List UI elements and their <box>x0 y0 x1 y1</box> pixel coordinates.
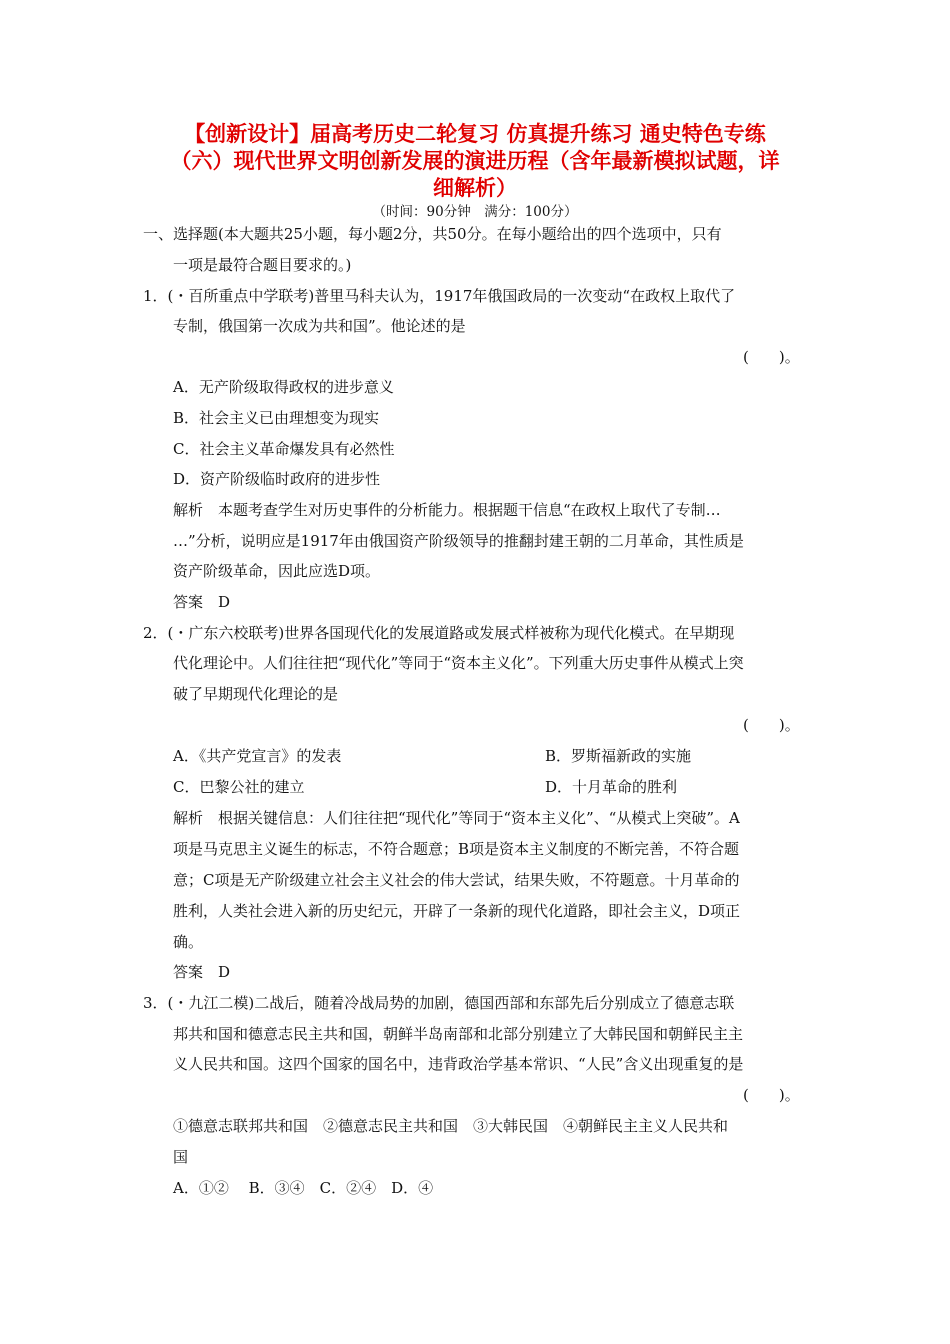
title-line: 细解析） <box>433 175 517 200</box>
q2-analysis: 胜利，人类社会进入新的历史纪元，开辟了一条新的现代化道路，即社会主义，D项正 <box>173 902 741 920</box>
q3-items: 国 <box>173 1148 189 1166</box>
section-heading: 一、选择题(本大题共25小题，每小题2分，共50分。在每小题给出的四个选项中，只有 <box>143 225 722 243</box>
q1-stem: 专制，俄国第一次成为共和国”。他论述的是 <box>173 317 466 335</box>
q2-option-d: D．十月革命的胜利 <box>545 778 678 796</box>
q2-analysis: 项是马克思主义诞生的标志，不符合题意；B项是资本主义制度的不断完善，不符合题 <box>173 840 740 858</box>
q3-stem: 3．(・九江二模)二战后，随着冷战局势的加剧，德国西部和东部先后分别成立了德意志联 <box>143 994 735 1012</box>
q2-stem: 代化理论中。人们往往把“现代化”等同于“资本主义化”。下列重大历史事件从模式上突 <box>173 654 744 672</box>
document-title <box>120 120 830 201</box>
q2-answer-blank: ( )。 <box>743 716 800 734</box>
q2-option-a: A．《共产党宣言》的发表 <box>173 747 342 765</box>
q2-analysis: 确。 <box>173 933 204 951</box>
q1-analysis: 解析 本题考查学生对历史事件的分析能力。根据题干信息“在政权上取代了专制… <box>173 501 721 519</box>
q2-option-c: C．巴黎公社的建立 <box>173 778 305 796</box>
q2-stem: 破了早期现代化理论的是 <box>173 685 339 703</box>
q2-option-b: B．罗斯福新政的实施 <box>545 747 692 765</box>
q3-answer-blank: ( )。 <box>743 1086 800 1104</box>
q1-analysis: 资产阶级革命，因此应选D项。 <box>173 562 381 580</box>
q1-option-b: B．社会主义已由理想变为现实 <box>173 409 380 427</box>
q3-options: A．①② B．③④ C．②④ D．④ <box>173 1179 434 1197</box>
q3-items: ①德意志联邦共和国 ②德意志民主共和国 ③大韩民国 ④朝鲜民主主义人民共和 <box>173 1117 729 1135</box>
section-heading-cont: 一项是最符合题目要求的。) <box>173 256 352 274</box>
title-line: （六）现代世界文明创新发展的演进历程（含年最新模拟试题，详 <box>170 148 780 173</box>
q2-answer: 答案 D <box>173 963 231 981</box>
title-line: 【创新设计】届高考历史二轮复习 仿真提升练习 通史特色专练 <box>184 121 766 146</box>
q1-analysis: …”分析，说明应是1917年由俄国资产阶级领导的推翻封建王朝的二月革命，其性质是 <box>173 532 744 550</box>
q2-stem: 2．(・广东六校联考)世界各国现代化的发展道路或发展式样被称为现代化模式。在早期现 <box>143 624 735 642</box>
exam-info: （时间：90分钟 满分：100分） <box>372 204 578 220</box>
q3-stem: 邦共和国和德意志民主共和国，朝鲜半岛南部和北部分别建立了大韩民国和朝鲜民主主 <box>173 1025 744 1043</box>
q1-option-a: A．无产阶级取得政权的进步意义 <box>173 378 394 396</box>
q1-stem: 1．(・百所重点中学联考)普里马科夫认为，1917年俄国政局的一次变动“在政权上取代了 <box>143 287 736 305</box>
q2-analysis: 解析 根据关键信息：人们往往把“现代化”等同于“资本主义化”、“从模式上突破”。A <box>173 809 740 827</box>
q1-answer: 答案 D <box>173 593 231 611</box>
q3-stem: 义人民共和国。这四个国家的国名中，违背政治学基本常识、“人民”含义出现重复的是 <box>173 1055 744 1073</box>
q1-option-c: C．社会主义革命爆发具有必然性 <box>173 440 395 458</box>
q2-analysis: 意；C项是无产阶级建立社会主义社会的伟大尝试，结果失败，不符题意。十月革命的 <box>173 871 740 889</box>
q1-option-d: D．资产阶级临时政府的进步性 <box>173 470 381 488</box>
q1-answer-blank: ( )。 <box>743 348 800 366</box>
